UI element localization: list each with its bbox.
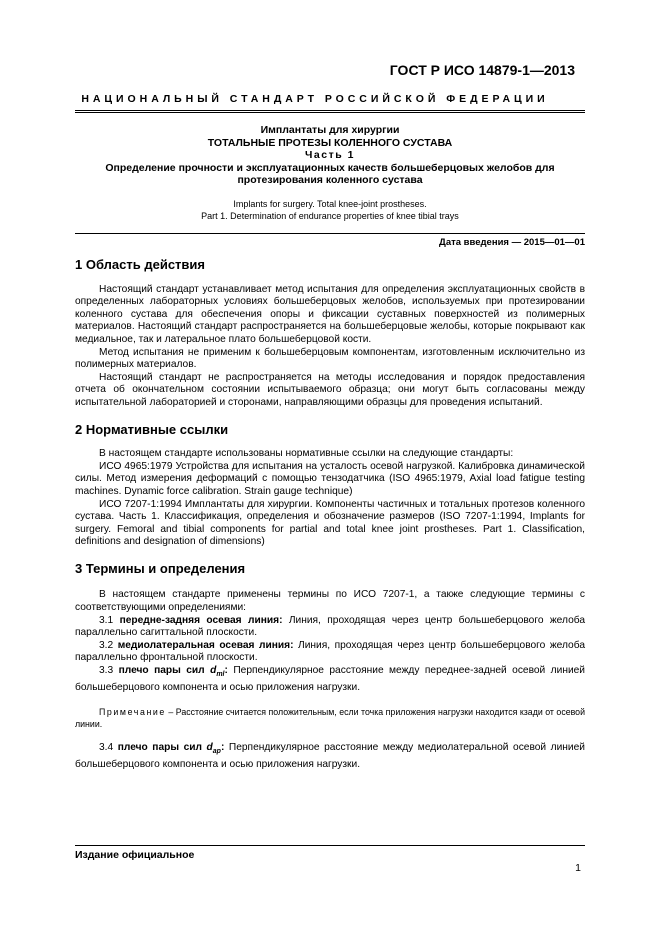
- term-definition: Перпендикулярное расстояние между медиолатеральной осевой линией большеберцового компонента и осью приложения нагрузки.: [75, 742, 585, 770]
- english-title-line-2: Part 1. Determination of endurance properties of knee tibial trays: [201, 211, 459, 221]
- document-title: [75, 124, 585, 187]
- header-rule-bottom: [75, 112, 585, 113]
- header-rule-top: [75, 110, 585, 111]
- term-number: 3.4: [99, 742, 114, 754]
- section-3-heading: 3 Термины и определения: [75, 560, 246, 576]
- term-3-1: [75, 615, 585, 640]
- term-colon: :: [220, 742, 225, 754]
- title-line-4: Определение прочности и эксплуатационных качеств большеберцовых желобов для протезирования коленного сустава: [105, 161, 555, 186]
- footer-rule: [75, 845, 585, 846]
- term-number: 3.2: [99, 639, 114, 651]
- official-edition-label: Издание официальное: [75, 849, 195, 861]
- term-definition: Линия, проходящая через центр большеберцового желоба параллельно фронтальной плоскости.: [75, 639, 585, 664]
- section-2-reference: ИСО 4965:1979 Устройства для испытания на усталость осевой нагрузкой. Калибровка динамической силы. Метод измерения деформаций с помощью тензодатчика (ISO 4965:1979, Axial load fatigue testing machines. Dynamic force calibration. Strain gauge technique): [75, 460, 585, 497]
- term-3-4: [75, 742, 585, 771]
- term-name: передне-задняя осевая линия:: [119, 614, 283, 626]
- term-symbol: d: [206, 742, 213, 754]
- date-rule: [75, 233, 585, 234]
- term-name: [117, 742, 225, 756]
- term-number: 3.3: [99, 665, 114, 677]
- national-standard-banner: НАЦИОНАЛЬНЫЙ СТАНДАРТ РОССИЙСКОЙ ФЕДЕРАЦИИ: [81, 93, 549, 105]
- section-1-paragraph: Настоящий стандарт не распространяется на методы исследования и порядок предоставления отчета об окончательном состоянии испытываемого образца; они могут быть согласованы между испытательной лабораторией и сторонами, направляющими образцы для проведения испытаний.: [75, 371, 585, 408]
- section-2-paragraph: В настоящем стандарте использованы нормативные ссылки на следующие стандарты:: [99, 448, 514, 460]
- title-line-1: Имплантаты для хирургии: [260, 124, 400, 136]
- section-3-intro: В настоящем стандарте применены термины по ИСО 7207-1, а также следующие термины с соответствующими определениями:: [75, 589, 585, 614]
- introduction-date: Дата введения — 2015—01—01: [439, 237, 585, 248]
- term-name: [118, 665, 228, 679]
- note-text: – Расстояние считается положительным, если точка приложения нагрузки находится кзади от осевой линии.: [75, 707, 585, 730]
- term-symbol-subscript: ml: [216, 671, 225, 679]
- page-number: 1: [575, 862, 581, 874]
- term-3-3: [75, 665, 585, 694]
- title-line-2: ТОТАЛЬНЫЕ ПРОТЕЗЫ КОЛЕННОГО СУСТАВА: [207, 136, 453, 149]
- term-symbol: d: [210, 665, 217, 677]
- document-number: ГОСТ Р ИСО 14879-1—2013: [389, 62, 575, 78]
- section-1-paragraph: Настоящий стандарт устанавливает метод испытания для определения эксплуатационных свойств в определенных лабораторных условиях большеберцовых желобов, используемых при протезировании коленного сустава для обеспечения опоры и фиксации суставных поверхностей из полимерных материалов. Настоящий стандарт распространяется на большеберцовые желобы, которые покрывают как медиальное, так и латеральное плато большеберцовой кости.: [75, 283, 585, 345]
- term-definition: Перпендикулярное расстояние между переднее-задней осевой линией большеберцового компонента и осью приложения нагрузки.: [75, 665, 585, 693]
- term-colon: :: [224, 665, 228, 677]
- section-2-reference: ИСО 7207-1:1994 Имплантаты для хирургии. Компоненты частичных и тотальных протезов коленного сустава. Часть 1. Классификация, определения и обозначение размеров (ISO 7207-1:1994, Implants for surgery. Femoral and tibial components for partial and total knee joint prostheses. Part 1. Classification, definitions and designation of dimensions): [75, 498, 585, 548]
- section-1-heading: 1 Область действия: [75, 257, 205, 272]
- english-title-line-1: Implants for surgery. Total knee-joint prostheses.: [233, 199, 427, 209]
- note: [75, 706, 585, 730]
- term-definition: Линия, проходящая через центр большеберцового желоба параллельно сагиттальной плоскости.: [75, 614, 586, 639]
- term-name-text: плечо пары сил: [117, 742, 207, 754]
- term-3-2: [75, 640, 585, 665]
- note-label: Примечание: [99, 707, 166, 718]
- term-symbol-subscript: ap: [212, 748, 221, 756]
- term-number: 3.1: [99, 614, 114, 626]
- section-1-paragraph: Метод испытания не применим к большеберцовым компонентам, изготовленным исключительно из полимерных материалов.: [75, 346, 585, 371]
- section-2-heading: 2 Нормативные ссылки: [75, 421, 229, 437]
- english-title: [75, 198, 585, 222]
- term-name: медиолатеральная осевая линия:: [117, 639, 294, 651]
- document-body: [75, 259, 585, 771]
- term-name-text: плечо пары сил: [118, 665, 211, 677]
- title-part: Часть 1: [305, 149, 355, 161]
